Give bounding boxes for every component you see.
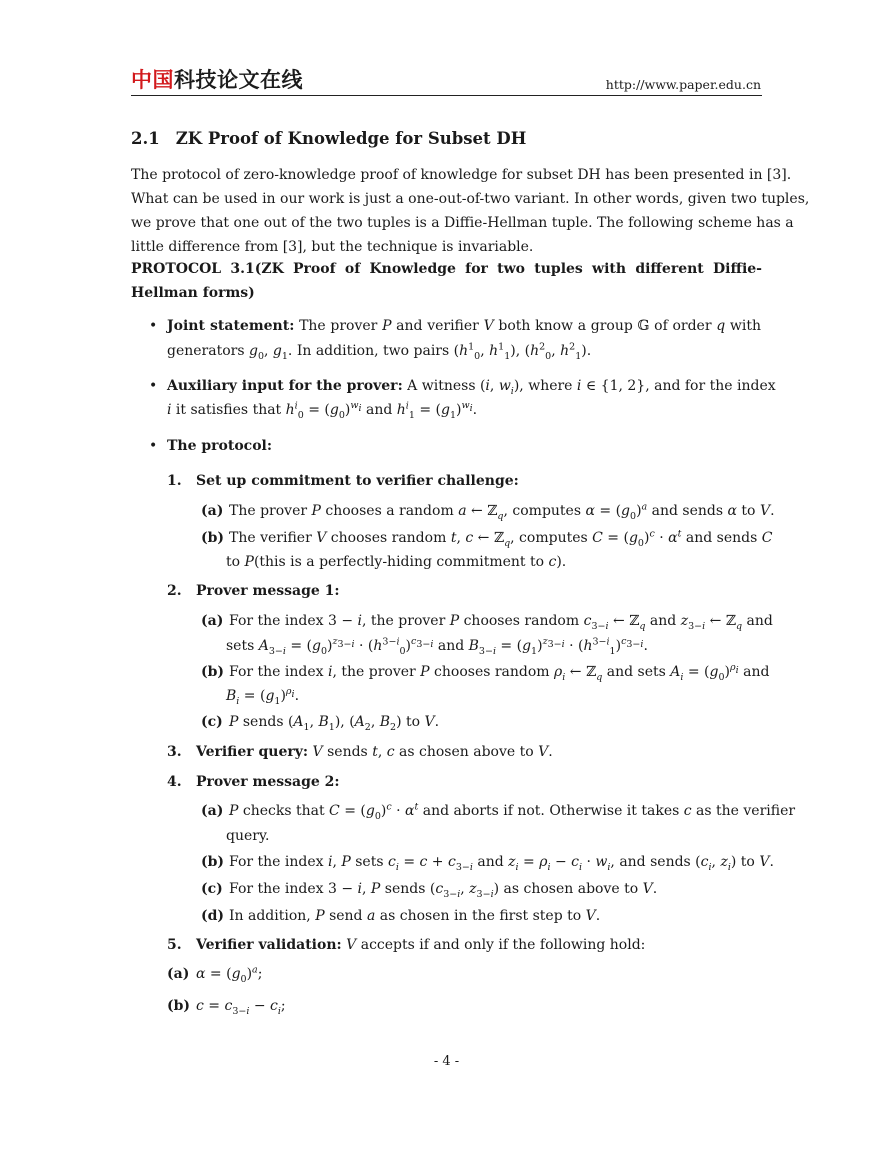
intro-line: What can be used in our work is just a one-out-of-two variant. In other words, given two tuples, <box>131 191 810 207</box>
protocol-line <box>167 438 761 454</box>
sub-label: (a) <box>167 966 190 982</box>
sub-label: (a) <box>201 613 224 629</box>
step4a-text: P checks that $C = (g_0)^c \cdot \alpha^t$ and aborts if not. Otherwise it takes c as the verifier <box>229 801 796 822</box>
step2b-text: $B_i = (g_1)^{\rho_i}$. <box>226 686 300 707</box>
protocol-title <box>131 257 762 305</box>
protocol-title-line: PROTOCOL 3.1(ZK Proof of Knowledge for two tuples with different Diffie- <box>131 261 762 277</box>
logo-black-text: 科技论文在线 <box>174 68 303 92</box>
step1a-text: The prover P chooses a random a ← ℤ$_q$, computes $\alpha = (g_0)^a$ and sends α to V. <box>229 501 775 522</box>
step1b-text: to P(this is a perfectly-hiding commitment to c). <box>226 554 567 570</box>
protocol-title-line: Hellman forms) <box>131 285 255 301</box>
page-number: - 4 - <box>433 1054 460 1069</box>
logo-red-text: 中国 <box>131 68 174 92</box>
step4c-text: For the index 3 − i, P sends ($c_{3-i}$, $z_{3-i}$) as chosen above to V. <box>229 881 658 900</box>
sub-label: (b) <box>167 998 191 1014</box>
sub-label: (b) <box>201 530 225 546</box>
step-number: 4. <box>167 774 182 790</box>
step1b-text: The verifier V chooses random t, c ← ℤ$_q$, computes $C = (g_0)^c \cdot \alpha^t$ and sends C <box>229 528 773 549</box>
step-title <box>196 583 340 599</box>
header-logo <box>131 68 303 92</box>
step4d-text: In addition, P send a as chosen in the first step to V. <box>229 908 601 924</box>
step-title-text: Verifier validation: <box>196 937 342 953</box>
step5b-text: $c = c_{3-i} - c_i$; <box>196 998 286 1017</box>
joint-statement-line: Joint statement: The prover P and verifier V both know a group 𝔾 of order q with <box>167 318 761 334</box>
step-title: Verifier validation: V accepts if and only if the following hold: <box>196 937 646 953</box>
step5a-text: $\alpha = (g_0)^a$; <box>196 964 263 985</box>
step-number: 5. <box>167 937 182 953</box>
step4b-text: For the index i, P sets $c_i = c + c_{3-i}$ and $z_i = \rho_i - c_i \cdot w_i$, and sends ($c_i$, $z_i$) to V. <box>229 854 774 873</box>
step2a-text: For the index 3 − i, the prover P chooses random $c_{3-i}$ ← ℤ$_q$ and $z_{3-i}$ ← ℤ$_q$ and <box>229 613 773 632</box>
joint-statement-label: Joint statement: <box>167 318 295 334</box>
aux-input-line: i it satisfies that $h^i_0 = (g_0)^{w_i}$ and $h^i_1 = (g_1)^{w_i}$. <box>167 400 478 421</box>
sub-label: (d) <box>201 908 225 924</box>
intro-line: little difference from [3], but the technique is invariable. <box>131 239 534 255</box>
sub-label: (b) <box>201 664 225 680</box>
header-url: http://www.paper.edu.cn <box>605 77 761 92</box>
step-title-text: Verifier query: <box>196 744 309 760</box>
sub-label: (b) <box>201 854 225 870</box>
section-title: ZK Proof of Knowledge for Subset DH <box>175 129 527 148</box>
step-title <box>196 473 519 489</box>
sub-label: (a) <box>201 503 224 519</box>
intro-line: The protocol of zero-knowledge proof of knowledge for subset DH has been presented in [3]. <box>131 167 792 183</box>
sub-label: (c) <box>201 714 223 730</box>
section-heading <box>131 129 526 148</box>
step-title-text: Set up commitment to verifier challenge: <box>196 473 519 489</box>
bullet-dot: • <box>149 438 158 454</box>
protocol-label: The protocol: <box>167 438 273 454</box>
step-title: Verifier query: V sends t, c as chosen above to V. <box>196 744 553 760</box>
step-number: 3. <box>167 744 182 760</box>
step4a-text: query. <box>226 828 270 844</box>
section-number: 2.1 <box>131 129 160 148</box>
aux-input-line: Auxiliary input for the prover: A witness (i, $w_i$), where i ∈ {1, 2}, and for the index <box>167 378 776 397</box>
intro-line: we prove that one out of the two tuples is a Diffie-Hellman tuple. The following scheme has a <box>131 215 794 231</box>
intro-paragraph <box>131 163 810 259</box>
header-rule <box>131 95 762 96</box>
step2b-text: For the index i, the prover P chooses random $\rho_i$ ← ℤ$_q$ and sets $A_i = (g_0)^{\rho_i}$ and <box>229 662 770 683</box>
bullet-dot: • <box>149 378 158 394</box>
step2a-text: sets $A_{3-i} = (g_0)^{z_{3-i}} \cdot (h^{3-i}_0)^{c_{3-i}}$ and $B_{3-i} = (g_1)^{z_{3-i}} \cdot (h^{3-i}_1)^{c_{3-i}}$. <box>226 636 648 657</box>
sub-label: (c) <box>201 881 223 897</box>
aux-input-label: Auxiliary input for the prover: <box>167 378 403 394</box>
step-title <box>196 774 340 790</box>
joint-statement-line: generators $g_0$, $g_1$. In addition, two pairs ($h^1_0$, $h^1_1$), ($h^2_0$, $h^2_1$). <box>167 341 592 362</box>
bullet-dot: • <box>149 318 158 334</box>
step-title-text: Prover message 1: <box>196 583 340 599</box>
step-number: 2. <box>167 583 182 599</box>
step-title-text: Prover message 2: <box>196 774 340 790</box>
sub-label: (a) <box>201 803 224 819</box>
step2c-text: P sends ($A_1$, $B_1$), ($A_2$, $B_2$) to V. <box>229 714 440 733</box>
step-number: 1. <box>167 473 182 489</box>
